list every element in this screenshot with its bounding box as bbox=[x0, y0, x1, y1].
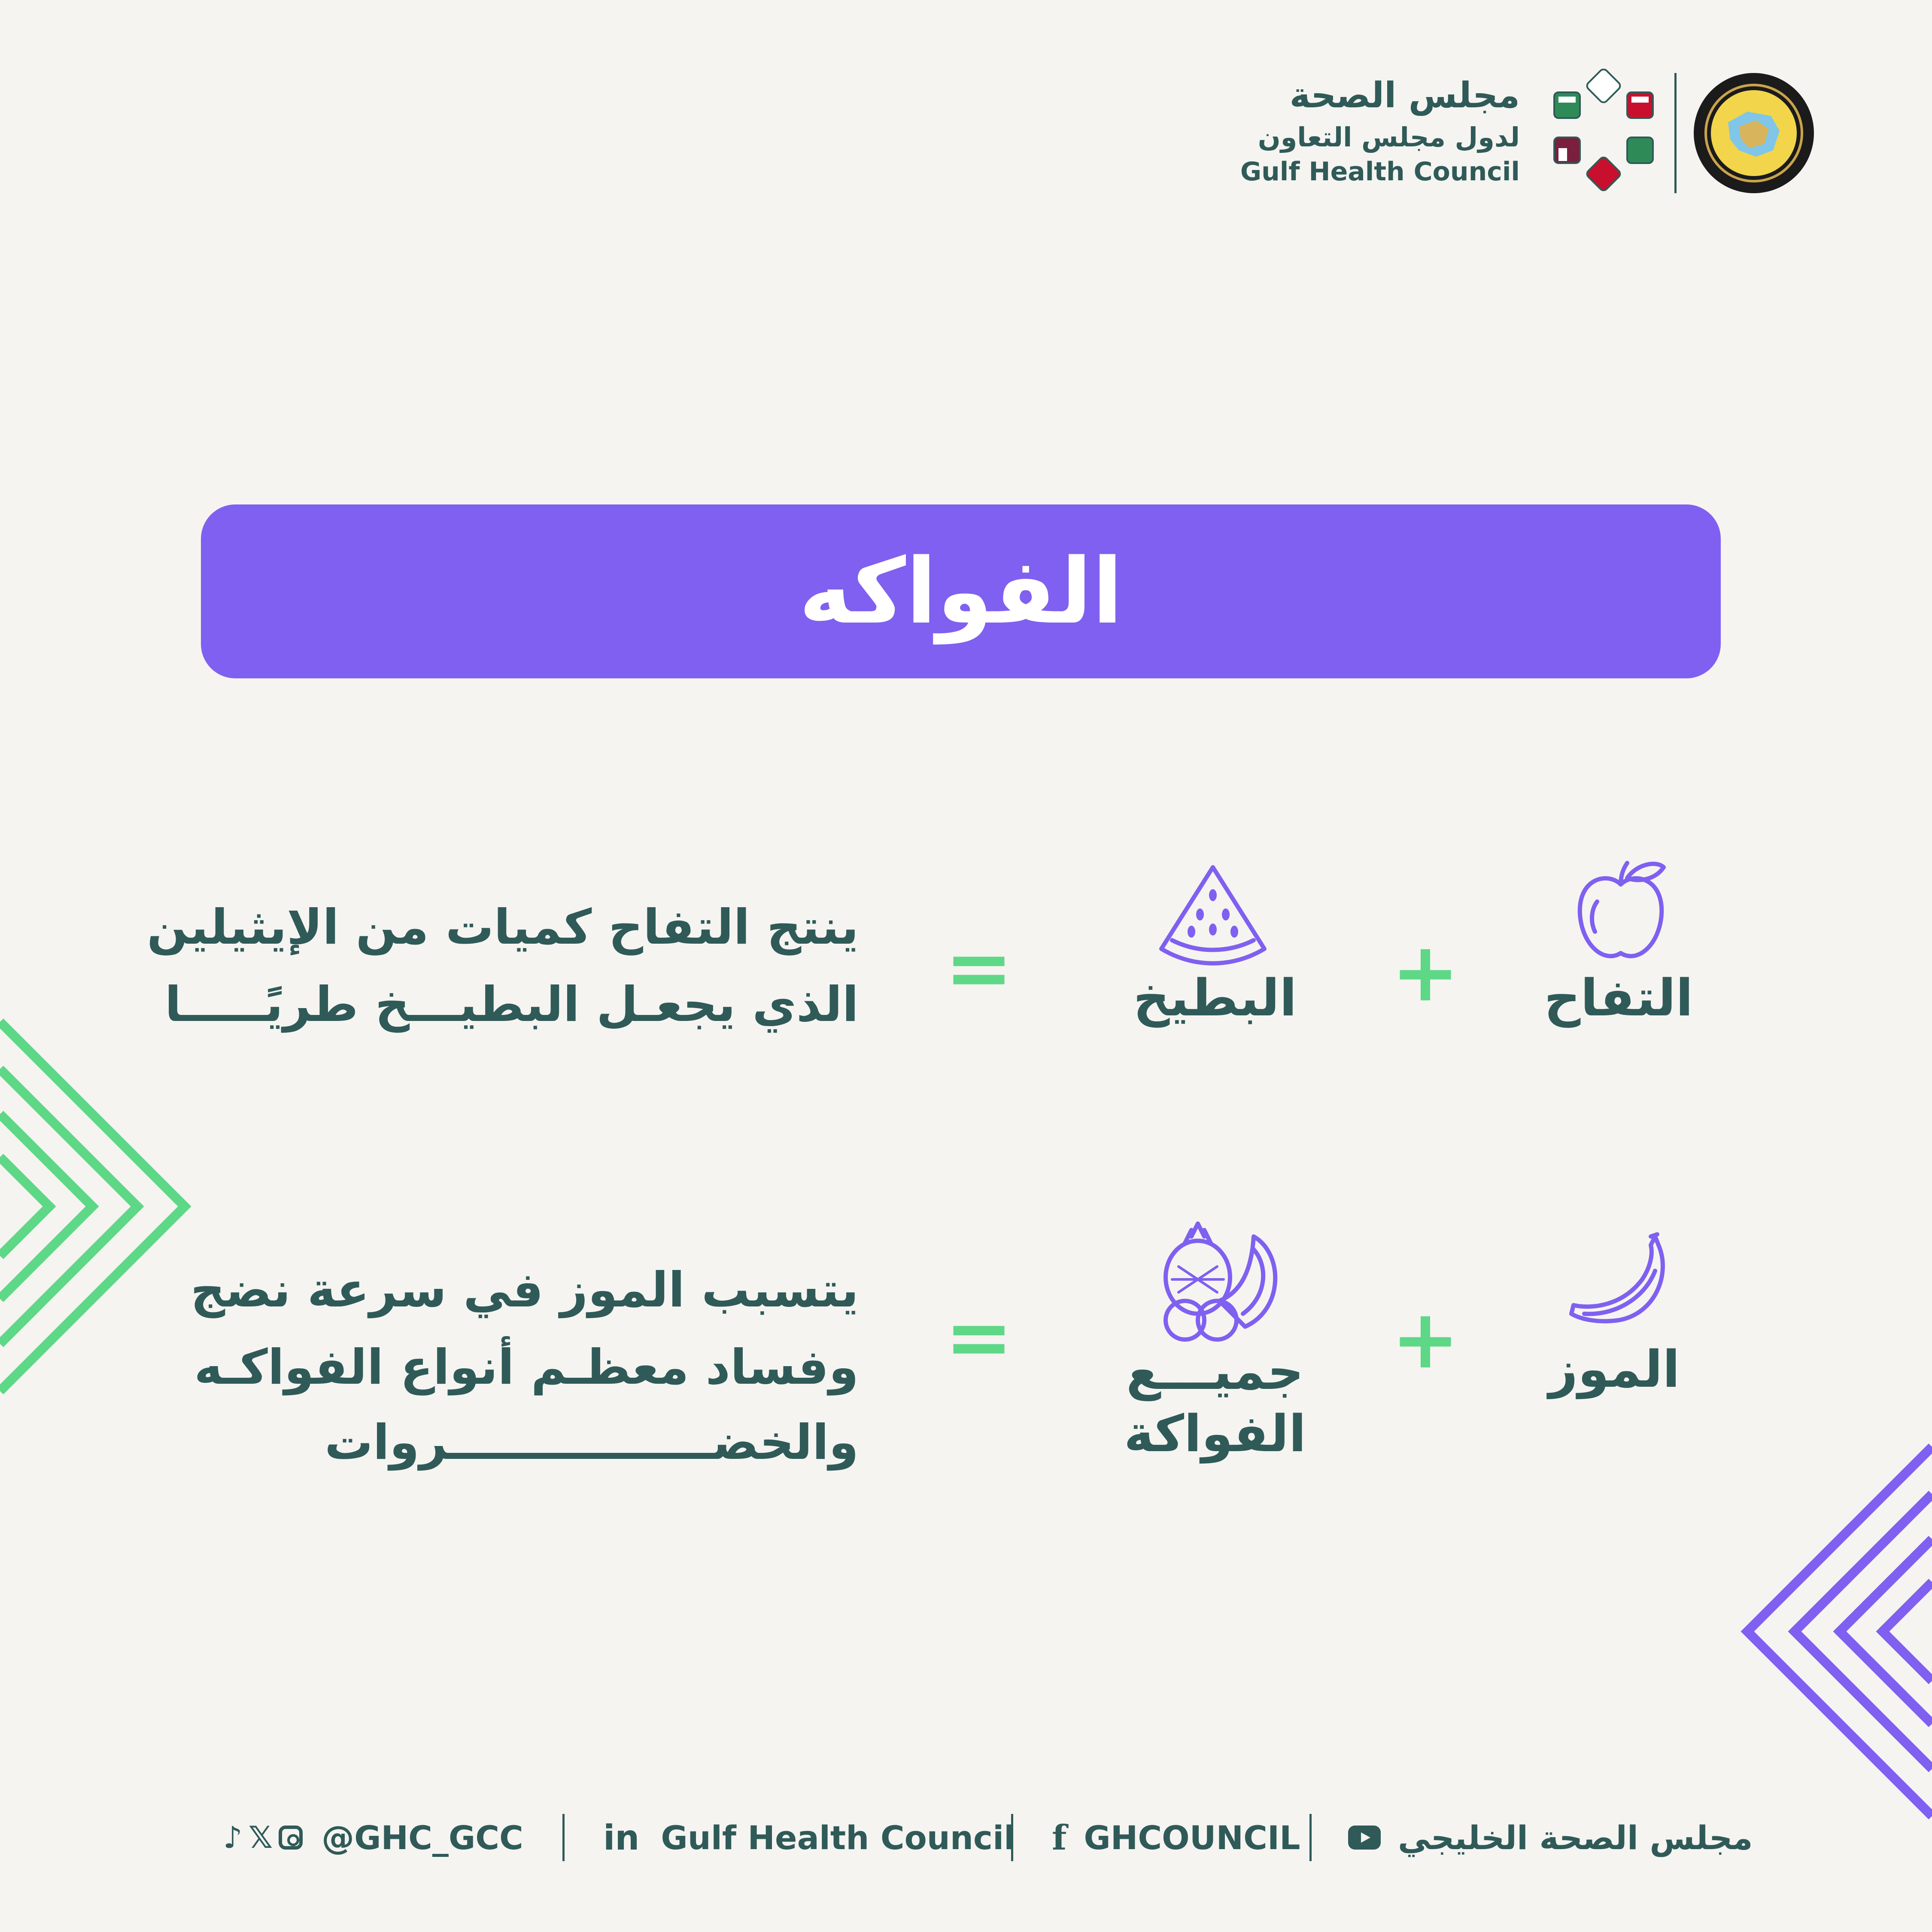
org-name-en: Gulf Health Council bbox=[1240, 157, 1520, 187]
purple-chevrons-decoration bbox=[1735, 1438, 1932, 1825]
tiktok-icon: ♪ bbox=[223, 1820, 243, 1855]
instagram-icon bbox=[279, 1826, 303, 1850]
item-banana-label: الموز bbox=[1549, 1340, 1680, 1399]
row1-description-line1: ينتج التفاح كميات من الإيثيلين bbox=[147, 899, 859, 955]
footer-divider bbox=[562, 1814, 565, 1861]
equals-sign: = bbox=[945, 920, 1013, 1015]
footer-linkedin[interactable] bbox=[603, 1812, 1015, 1863]
watermelon-slice-icon bbox=[1155, 861, 1271, 968]
youtube-icon bbox=[1348, 1826, 1381, 1850]
row2-description-line3: والخضــــــــــــــــروات bbox=[325, 1415, 859, 1470]
mixed-fruits-icon bbox=[1155, 1219, 1288, 1344]
row1-description-line2: الذي يجعـل البطيـــخ طريًـــــا bbox=[164, 977, 859, 1033]
facebook-handle: GHCOUNCIL bbox=[1084, 1818, 1300, 1857]
item-all-fruits-label-line2: الفواكة bbox=[1124, 1404, 1306, 1463]
plus-sign: + bbox=[1391, 925, 1460, 1020]
gcc-emblem bbox=[1692, 71, 1816, 195]
row2-description-line2: وفساد معظـم أنواع الفواكـه bbox=[194, 1340, 859, 1395]
footer-divider bbox=[1309, 1814, 1312, 1861]
item-watermelon-label: البطيخ bbox=[1133, 968, 1297, 1027]
footer-facebook[interactable] bbox=[1052, 1812, 1300, 1863]
linkedin-icon: in bbox=[603, 1817, 640, 1858]
banana-icon bbox=[1563, 1228, 1679, 1335]
green-chevrons-decoration bbox=[0, 1013, 197, 1400]
item-apple-label: التفاح bbox=[1544, 968, 1693, 1027]
apple-icon bbox=[1567, 854, 1674, 966]
facebook-icon: f bbox=[1052, 1817, 1067, 1858]
title-banner bbox=[201, 504, 1721, 678]
page-title: الفواكه bbox=[799, 539, 1123, 644]
footer-social-handle[interactable] bbox=[223, 1812, 523, 1863]
social-handle: @GHC_GCC bbox=[322, 1818, 523, 1857]
item-all-fruits-label-line1: جميـــع bbox=[1126, 1342, 1304, 1401]
x-icon: 𝕏 bbox=[248, 1820, 273, 1855]
org-name-ar: مجلس الصحة bbox=[1289, 75, 1520, 116]
youtube-channel-label: مجلس الصحة الخليجي bbox=[1398, 1818, 1753, 1857]
ghc-flags-logo bbox=[1546, 69, 1662, 193]
row2-description-line1: يتسبب الموز في سرعة نضج bbox=[190, 1262, 859, 1318]
plus-sign: + bbox=[1391, 1292, 1460, 1387]
equals-sign: = bbox=[945, 1290, 1013, 1385]
footer-youtube[interactable] bbox=[1348, 1812, 1753, 1863]
org-subtitle-ar: لدول مجلس التعاون bbox=[1258, 122, 1520, 153]
linkedin-page: Gulf Health Council bbox=[661, 1818, 1015, 1857]
header-divider bbox=[1674, 73, 1677, 193]
